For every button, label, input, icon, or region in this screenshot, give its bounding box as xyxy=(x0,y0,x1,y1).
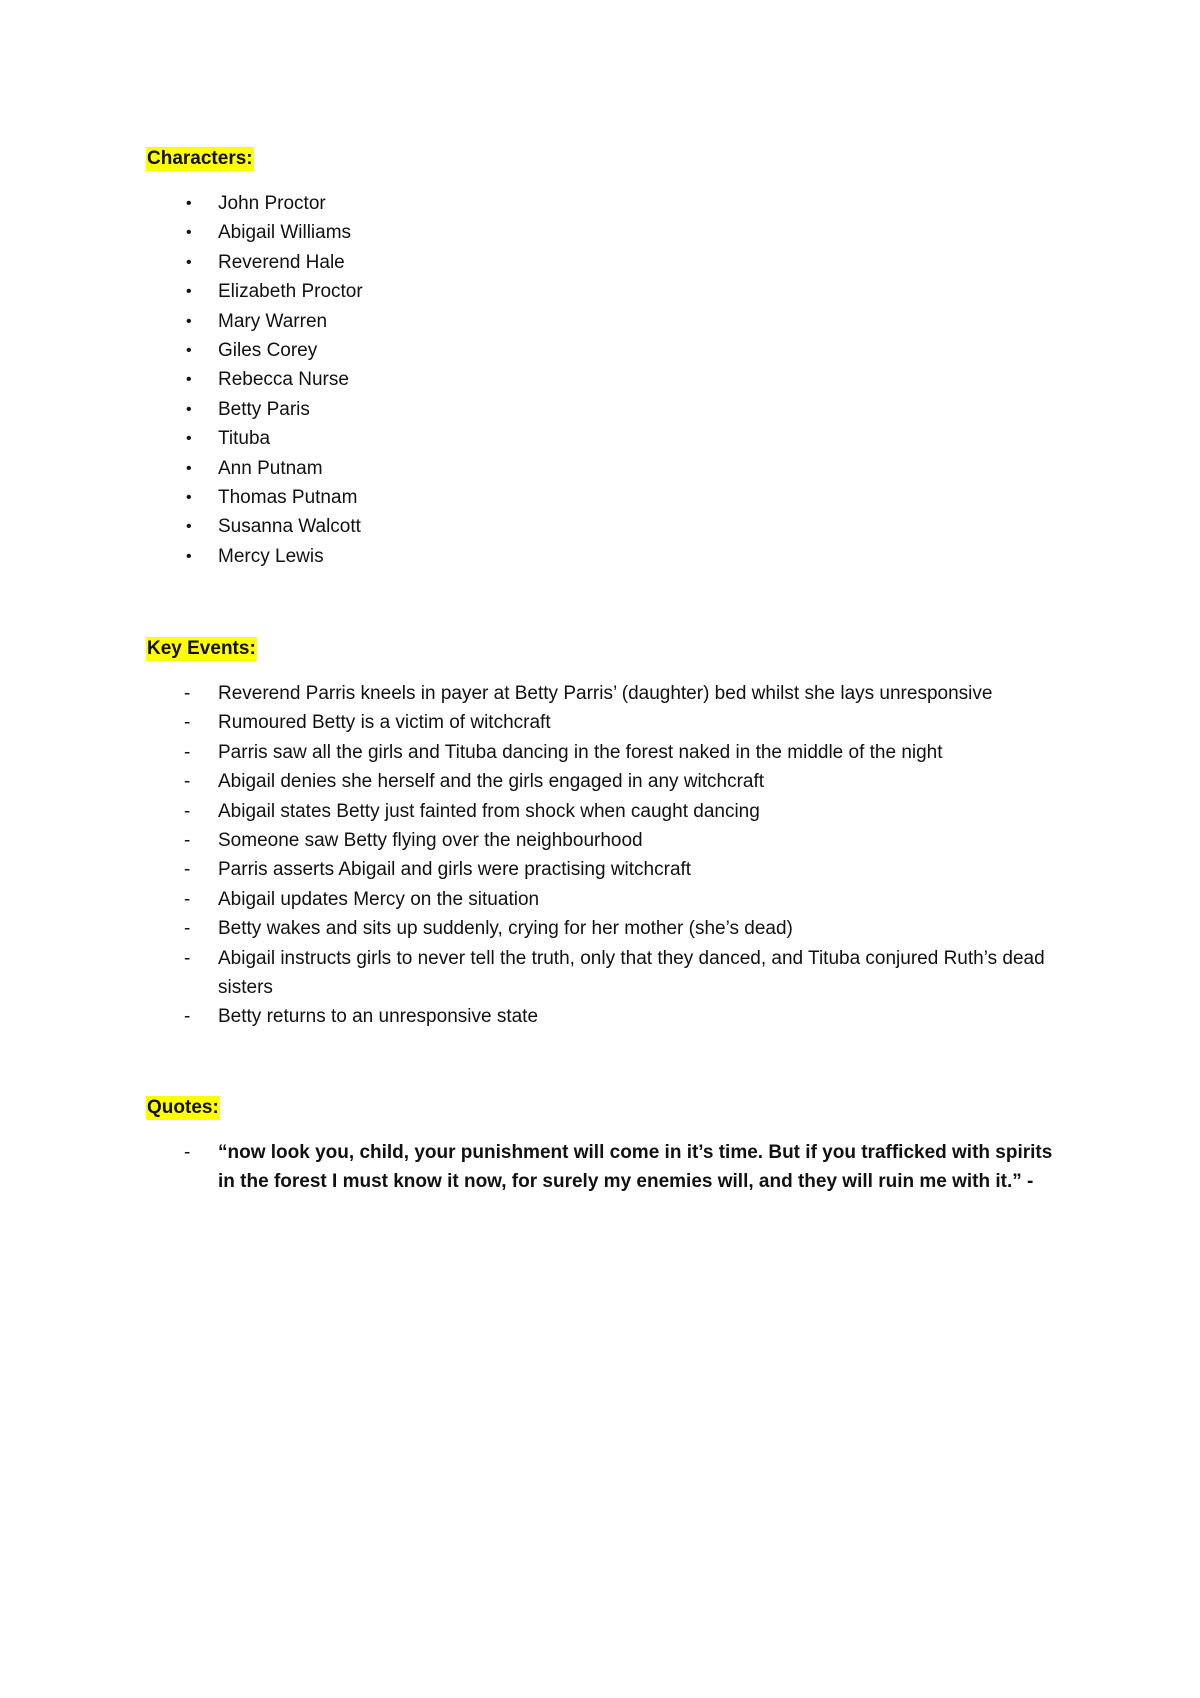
list-item: • Mercy Lewis xyxy=(146,542,1066,571)
list-item: - Abigail updates Mercy on the situation xyxy=(146,885,1066,914)
list-item: • John Proctor xyxy=(146,189,1066,218)
list-item: • Betty Paris xyxy=(146,395,1066,424)
dash-marker: - xyxy=(184,918,191,940)
quotes-section xyxy=(146,1096,1066,1197)
characters-heading: Characters: xyxy=(147,148,253,169)
bullet-marker: • xyxy=(186,195,192,212)
quote-text: “now look you, child, your punishment will come in it’s time. But if you trafficked with spirits in the forest I must know it now, for surely my enemies will, and they will ruin me with it.” - xyxy=(218,1142,1053,1193)
list-item: - Reverend Parris kneels in payer at Betty Parris’ (daughter) bed whilst she lays unresponsive xyxy=(146,679,1066,708)
dash-marker: - xyxy=(184,712,191,734)
list-item: • Elizabeth Proctor xyxy=(146,277,1066,306)
dash-marker: - xyxy=(184,800,191,822)
dash-marker: - xyxy=(184,859,191,881)
list-item: • Abigail Williams xyxy=(146,218,1066,247)
bullet-marker: • xyxy=(186,224,192,242)
bullet-marker: • xyxy=(186,459,192,477)
list-item: - Betty wakes and sits up suddenly, crying for her mother (she’s dead) xyxy=(146,914,1066,943)
list-item: • Reverend Hale xyxy=(146,248,1066,277)
characters-list xyxy=(146,189,1066,571)
dash-marker: - xyxy=(184,741,191,763)
dash-marker: - xyxy=(184,888,191,910)
list-item: • Giles Corey xyxy=(146,336,1066,365)
bullet-marker: • xyxy=(186,253,192,271)
dash-marker: - xyxy=(184,947,191,969)
quotes-list xyxy=(146,1138,1066,1197)
bullet-marker: • xyxy=(186,518,192,536)
list-item: • Mary Warren xyxy=(146,307,1066,336)
dash-marker: - xyxy=(184,683,191,704)
list-item: - Parris asserts Abigail and girls were practising witchcraft xyxy=(146,855,1066,884)
bullet-marker: • xyxy=(186,312,192,330)
key-events-heading: Key Events: xyxy=(147,638,256,659)
bullet-marker: • xyxy=(186,400,192,418)
dash-marker: - xyxy=(184,830,191,852)
bullet-marker: • xyxy=(186,489,192,507)
dash-marker: - xyxy=(184,1142,191,1163)
list-item: - Abigail denies she herself and the girls engaged in any witchcraft xyxy=(146,767,1066,796)
list-item: - Someone saw Betty flying over the neighbourhood xyxy=(146,826,1066,855)
dash-marker: - xyxy=(184,1006,191,1028)
key-events-section xyxy=(146,637,1066,1032)
list-item: - Abigail states Betty just fainted from shock when caught dancing xyxy=(146,797,1066,826)
list-item: • Thomas Putnam xyxy=(146,483,1066,512)
bullet-marker: • xyxy=(186,342,192,360)
list-item: • Rebecca Nurse xyxy=(146,365,1066,394)
list-item: • Susanna Walcott xyxy=(146,512,1066,541)
list-item: - Parris saw all the girls and Tituba dancing in the forest naked in the middle of the night xyxy=(146,738,1066,767)
bullet-marker: • xyxy=(186,371,192,389)
list-item: • Tituba xyxy=(146,424,1066,453)
bullet-marker: • xyxy=(186,547,192,565)
bullet-marker: • xyxy=(186,430,192,448)
quotes-heading: Quotes: xyxy=(147,1097,219,1118)
dash-marker: - xyxy=(184,771,191,793)
bullet-marker: • xyxy=(186,283,192,301)
characters-section xyxy=(146,147,1066,571)
key-events-list xyxy=(146,679,1066,1032)
list-item: - Rumoured Betty is a victim of witchcraft xyxy=(146,708,1066,737)
list-item: • Ann Putnam xyxy=(146,454,1066,483)
list-item: - Abigail instructs girls to never tell the truth, only that they danced, and Tituba conjured Ruth’s dead sisters xyxy=(146,944,1066,1003)
list-item: - Betty returns to an unresponsive state xyxy=(146,1002,1066,1031)
list-item xyxy=(146,1138,1066,1197)
